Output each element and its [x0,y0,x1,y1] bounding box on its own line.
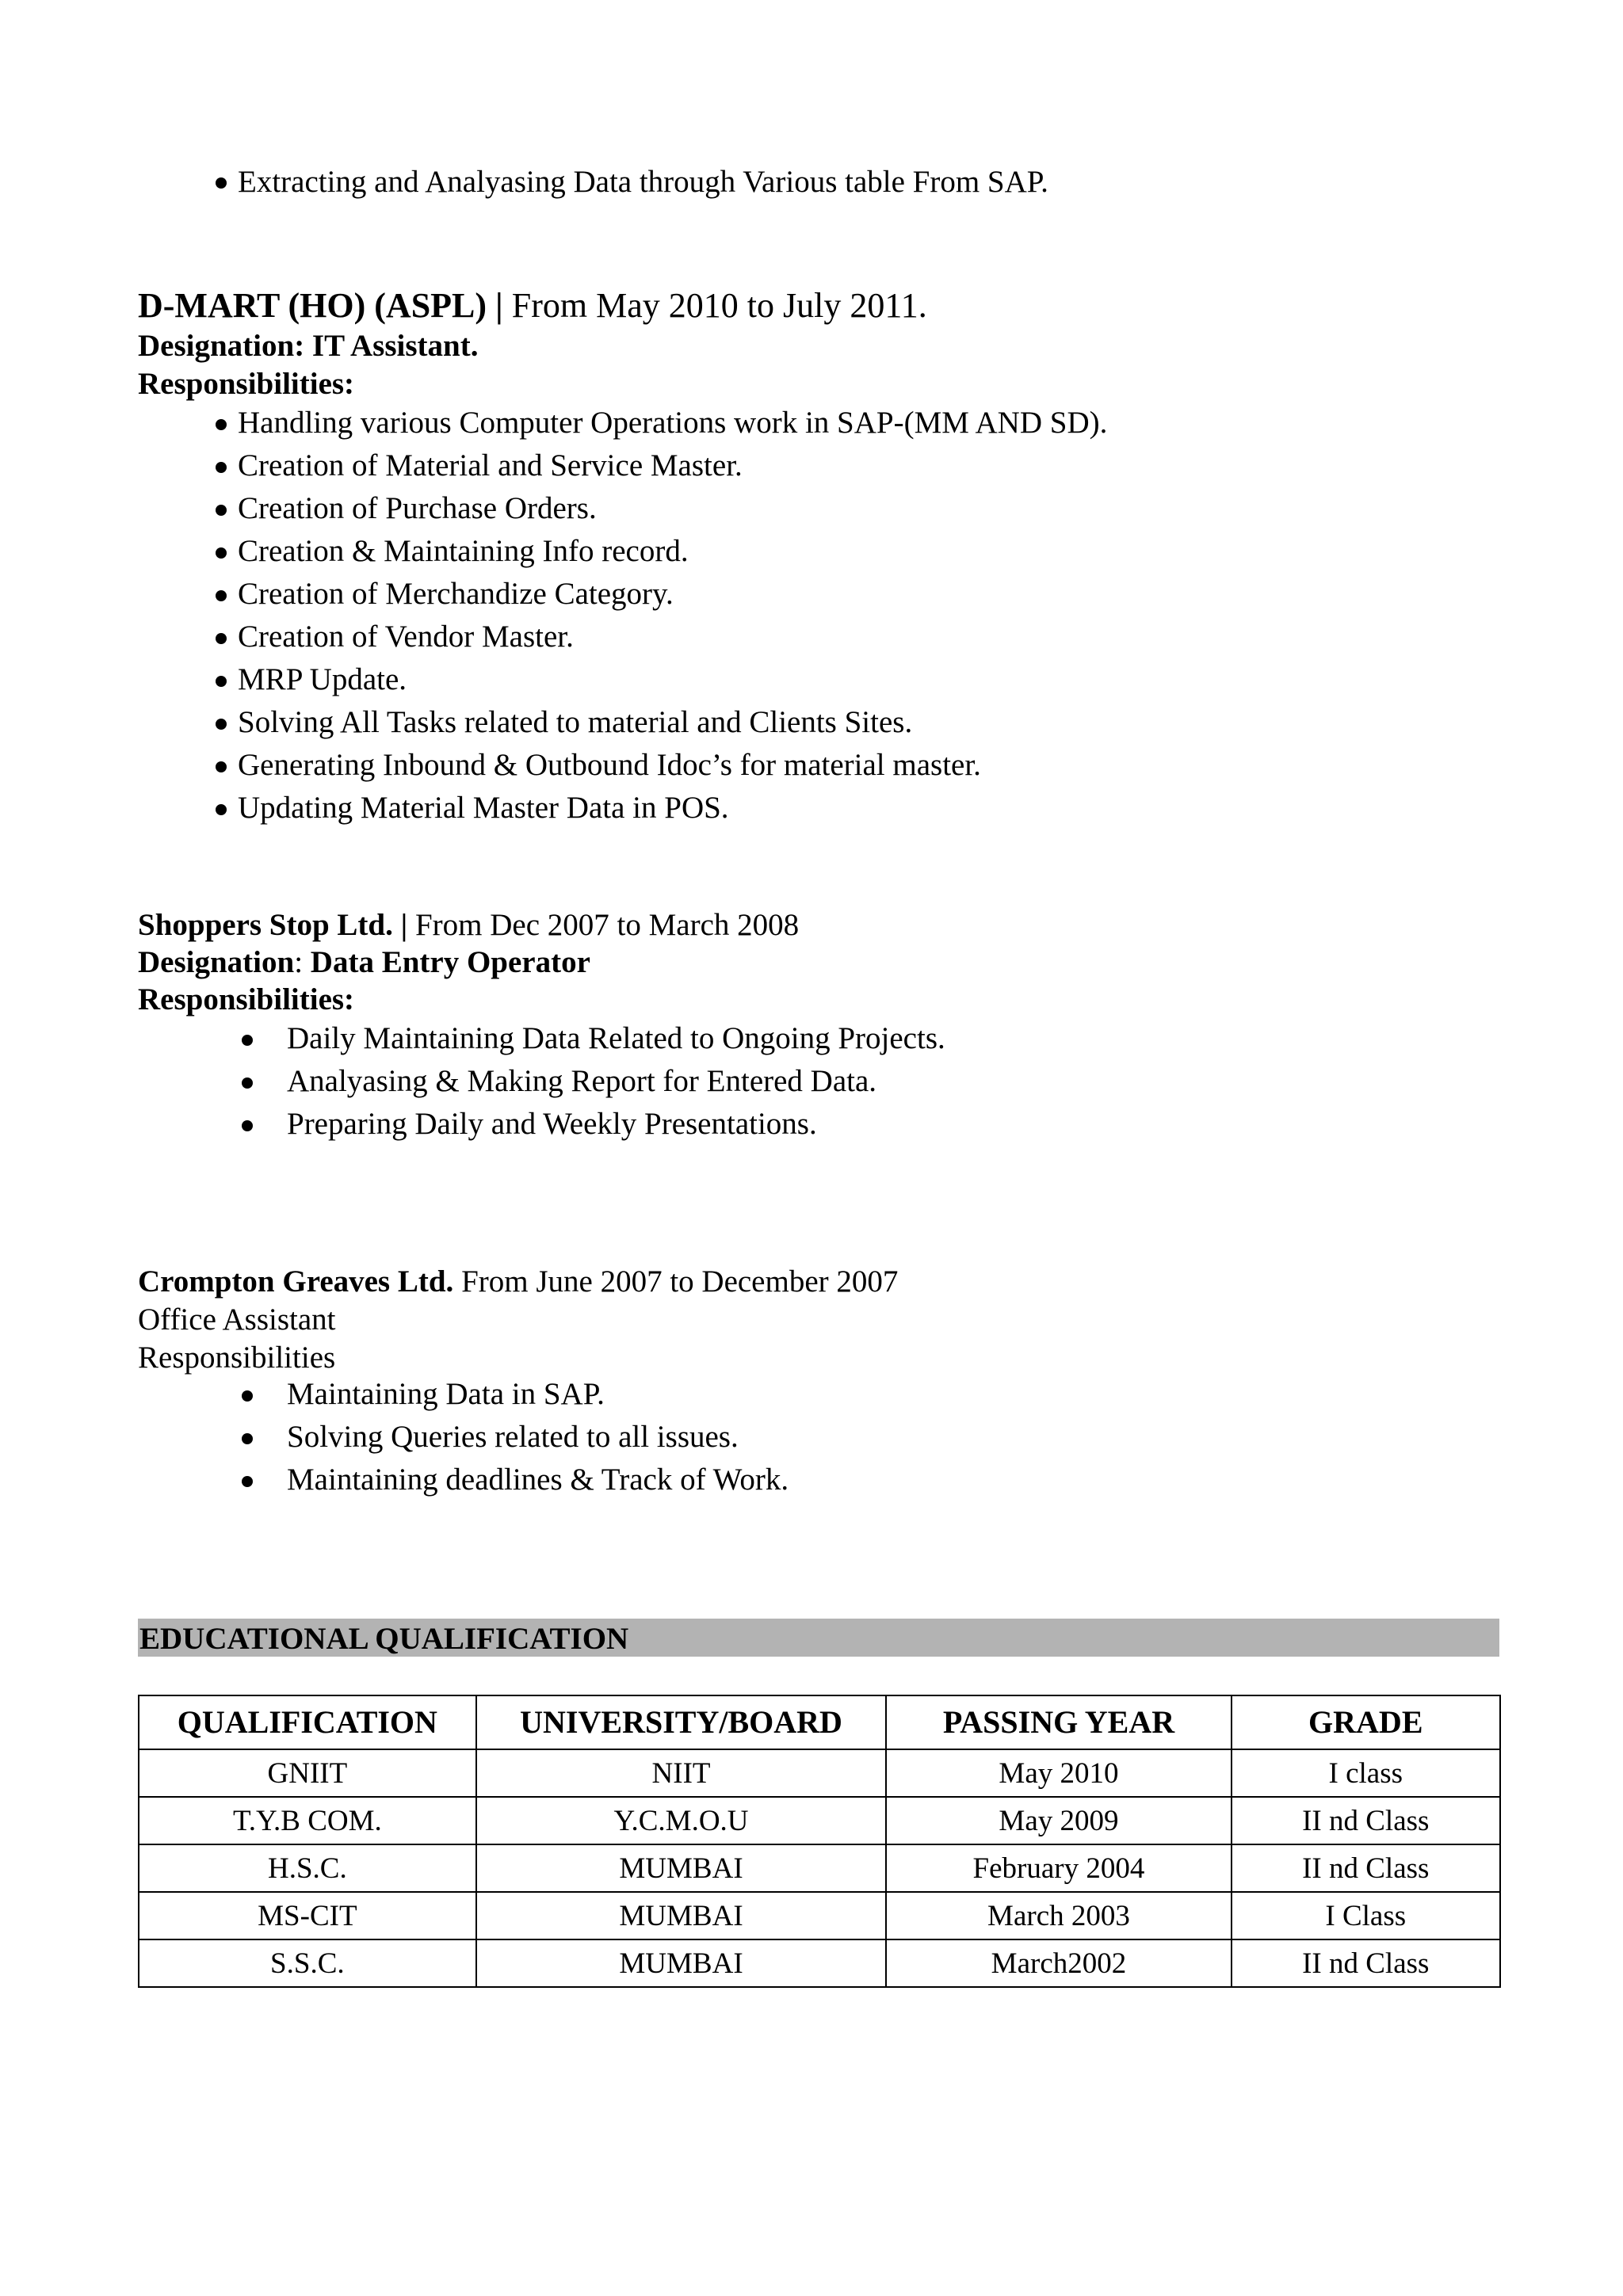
bullet-icon [216,804,227,815]
table-cell: NIIT [476,1749,887,1797]
bullet-icon [216,177,227,189]
list-item: Solving Queries related to all issues. [287,1420,739,1454]
list-item: Creation & Maintaining Info record. [238,534,689,568]
table-cell: T.Y.B COM. [139,1797,476,1844]
table-cell: March2002 [886,1939,1231,1987]
bullet-icon [242,1077,253,1089]
table-cell: I class [1232,1749,1500,1797]
company-name: D-MART (HO) (ASPL) [138,286,487,325]
responsibilities-label: Responsibilities [138,1341,336,1375]
section-title: EDUCATIONAL QUALIFICATION [139,1622,629,1656]
table-cell: March 2003 [886,1892,1231,1939]
job-designation: Designation: IT Assistant. [138,329,479,363]
table-cell: H.S.C. [139,1844,476,1892]
bullet-icon [242,1390,253,1402]
list-item: Solving All Tasks related to material and Clients Sites. [238,705,913,739]
table-header-row [139,1695,1500,1749]
bullet-icon [242,1035,253,1046]
column-header-passing-year: PASSING YEAR [886,1695,1231,1749]
section-heading-education [138,1619,1499,1657]
job-period: From June 2007 to December 2007 [453,1264,899,1299]
table-row [139,1844,1500,1892]
column-header-grade: GRADE [1232,1695,1500,1749]
table-cell: May 2009 [886,1797,1231,1844]
responsibilities-label: Responsibilities: [138,982,355,1016]
job-period: From May 2010 to July 2011. [502,286,927,325]
bullet-icon [242,1120,253,1131]
designation-value: Data Entry Operator [310,945,590,979]
designation-key: Designation [138,945,295,979]
list-item: Creation of Vendor Master. [238,620,574,654]
bullet-icon [242,1433,253,1444]
table-row [139,1749,1500,1797]
table-cell: Y.C.M.O.U [476,1797,887,1844]
table-row [139,1939,1500,1987]
list-item: MRP Update. [238,662,407,696]
job-period: From Dec 2007 to March 2008 [407,908,800,942]
table-cell: S.S.C. [139,1939,476,1987]
list-item: Creation of Merchandize Category. [238,577,674,611]
table-cell: MUMBAI [476,1844,887,1892]
list-item: Maintaining deadlines & Track of Work. [287,1463,789,1497]
column-header-university-board: UNIVERSITY/BOARD [476,1695,887,1749]
bullet-icon [216,719,227,730]
table-cell: II nd Class [1232,1797,1500,1844]
job-designation: Office Assistant [138,1302,336,1337]
job-heading-dmart [138,288,927,323]
bullet-icon [216,590,227,601]
list-item: Updating Material Master Data in POS. [238,791,729,825]
designation-colon: : [294,945,311,979]
table-cell: II nd Class [1232,1844,1500,1892]
table-row [139,1892,1500,1939]
list-item: Analyasing & Making Report for Entered Data. [287,1064,877,1098]
job-designation [138,947,590,978]
list-item: Handling various Computer Operations work in SAP-(MM AND SD). [238,406,1108,440]
table-cell: May 2010 [886,1749,1231,1797]
bullet-icon [216,462,227,473]
list-item: Daily Maintaining Data Related to Ongoing Projects. [287,1021,945,1055]
bullet-icon [242,1476,253,1487]
table-row [139,1797,1500,1844]
bullet-icon [216,419,227,430]
list-item: Extracting and Analyasing Data through Various table From SAP. [238,165,1048,199]
bullet-icon [216,505,227,516]
bullet-icon [216,761,227,772]
list-item: Creation of Purchase Orders. [238,491,597,525]
bullet-icon [216,547,227,559]
bullet-icon [216,633,227,644]
column-header-qualification: QUALIFICATION [139,1695,476,1749]
table-cell: MUMBAI [476,1892,887,1939]
separator: | [487,286,503,325]
company-name: Crompton Greaves Ltd. [138,1264,454,1299]
list-item: Preparing Daily and Weekly Presentations. [287,1107,817,1141]
table-cell: GNIIT [139,1749,476,1797]
table-cell: II nd Class [1232,1939,1500,1987]
education-table [138,1695,1501,1988]
list-item: Maintaining Data in SAP. [287,1377,605,1411]
list-item: Generating Inbound & Outbound Idoc’s for material master. [238,748,981,782]
bullet-icon [216,676,227,687]
job-heading-crompton-greaves [138,1266,898,1297]
table-cell: MS-CIT [139,1892,476,1939]
company-name: Shoppers Stop Ltd. [138,908,393,942]
job-heading-shoppers-stop [138,910,799,940]
table-cell: I Class [1232,1892,1500,1939]
separator: | [392,908,408,942]
list-item: Creation of Material and Service Master. [238,448,743,482]
responsibilities-label: Responsibilities: [138,367,355,401]
table-cell: MUMBAI [476,1939,887,1987]
table-cell: February 2004 [886,1844,1231,1892]
